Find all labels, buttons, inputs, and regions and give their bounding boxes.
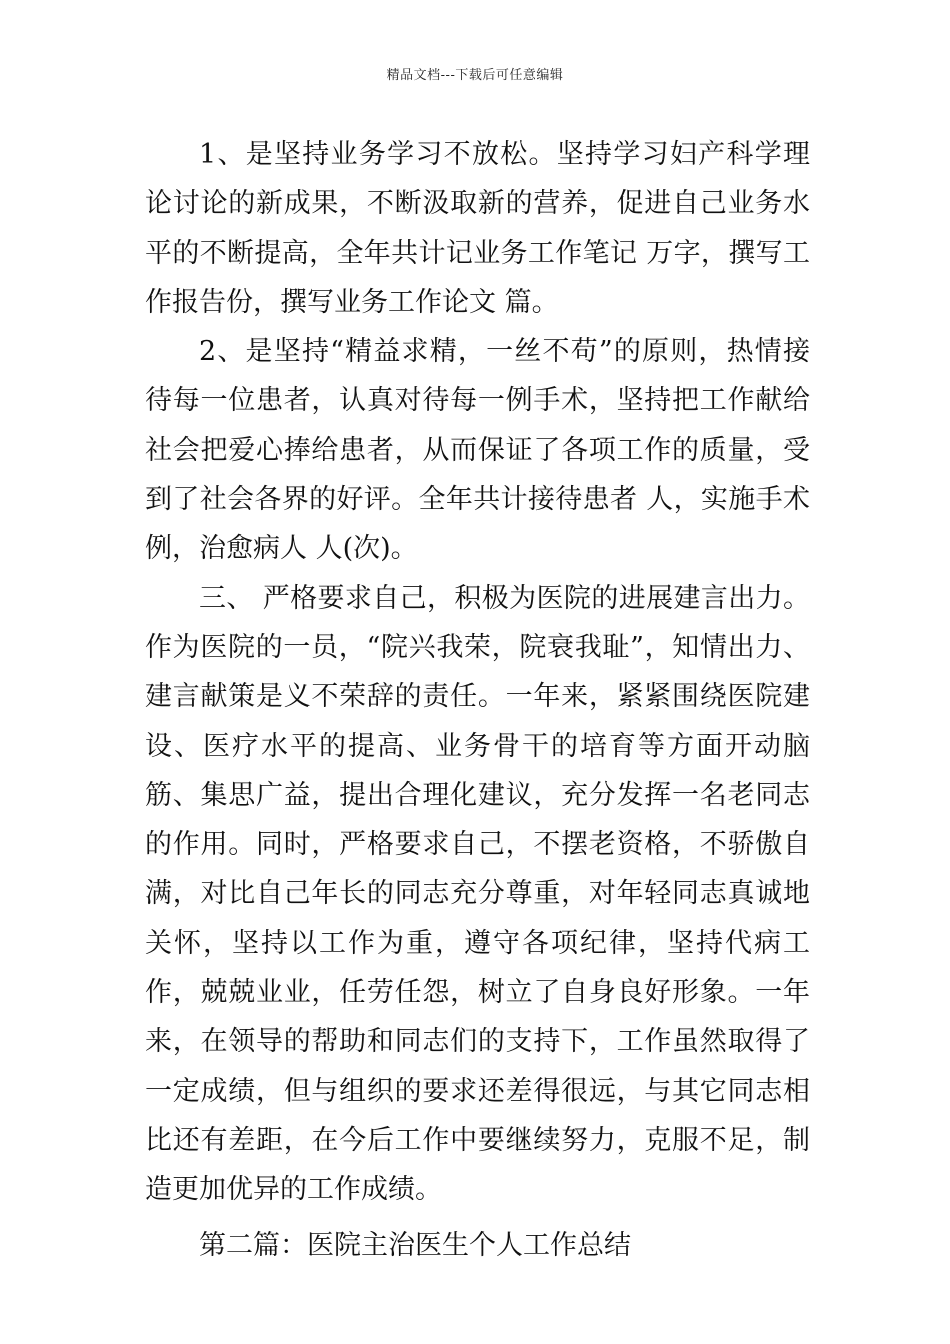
paragraph-study: 1、是坚持业务学习不放松。坚持学习妇产科学理论讨论的新成果，不断汲取新的营养，促进自己业务水平的不断提高，全年共计记业务工作笔记 万字，撰写工作报告份，撰写业务工作论文 篇。	[145, 139, 810, 318]
paragraph-self-discipline: 三、 严格要求自己，积极为医院的进展建言出力。作为医院的一员，“院兴我荣，院衰我耻”，知情出力、建言献策是义不荣辞的责任。一年来，紧紧围绕医院建设、医疗水平的提高、业务骨干的培育等方面开动脑筋、集思广益，提出合理化建议，充分发挥一名老同志的作用。同时，严格要求自己，不摆老资格，不骄傲自满，对比自己年长的同志充分尊重，对年轻同志真诚地关怀，坚持以工作为重，遵守各项纪律，坚持代病工作，兢兢业业，任劳任怨，树立了自身良好形象。一年来，在领导的帮助和同志们的支持下，工作虽然取得了一定成绩，但与组织的要求还差得很远，与其它同志相比还有差距，在今后工作中要继续努力，克服不足，制造更加优异的工作成绩。	[145, 582, 810, 1206]
document-body	[145, 130, 810, 1270]
paragraph-patients: 2、是坚持“精益求精，一丝不苟”的原则，热情接待每一位患者，认真对待每一例手术，坚持把工作献给社会把爱心捧给患者，从而保证了各项工作的质量，受到了社会各界的好评。全年共计接待患者 人，实施手术 例，治愈病人 人(次)。	[145, 336, 810, 565]
section-heading: 第二篇：医院主治医生个人工作总结	[199, 1229, 631, 1261]
page-header: 精品文档---下载后可任意编辑	[386, 68, 564, 83]
